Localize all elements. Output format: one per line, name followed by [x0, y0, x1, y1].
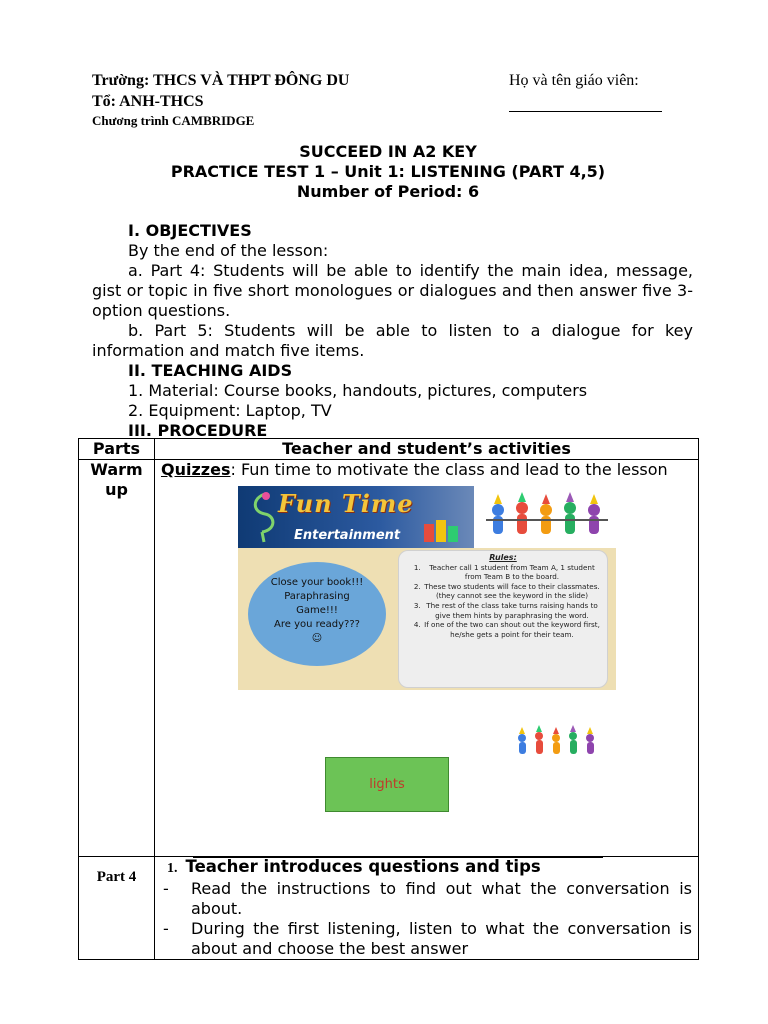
oval-line: Game!!! — [296, 605, 338, 616]
fun-time-slide — [238, 486, 616, 690]
part-4-tip: During the first listening, listen to what the conversation is about and choose the best answer — [191, 919, 692, 958]
part-4 — [79, 857, 155, 960]
keyword-text: lights — [369, 777, 405, 792]
banner-title: Fun Time — [278, 489, 414, 518]
school-name: Trường: THCS VÀ THPT ĐÔNG DU — [92, 72, 350, 89]
party-people-icon — [482, 490, 614, 546]
procedure-heading: III. PROCEDURE — [128, 421, 268, 440]
table-header-row — [79, 439, 699, 460]
rule-item: 2. These two students will face to their classmates. (they cannot see the keyword in the slide) — [423, 582, 601, 601]
gift-boxes-icon — [424, 520, 460, 542]
program-name: Chương trình CAMBRIDGE — [92, 113, 255, 128]
objective-b: b. Part 5: Students will be able to listen to a dialogue for key information and match five items. — [92, 321, 693, 360]
quiz-text: : Fun time to motivate the class and lead to the lesson — [230, 460, 668, 479]
part-4-tip: Read the instructions to find out what the conversation is about. — [191, 879, 692, 918]
oval-line: Are you ready??? — [274, 619, 360, 630]
rule-item: 1. Teacher call 1 student from Team A, 1 student from Team B to the board. — [423, 563, 601, 582]
period-count: Number of Period: 6 — [296, 182, 480, 201]
oval-line: Paraphrasing — [284, 591, 350, 602]
game-callout-oval — [248, 562, 386, 666]
keyword-card — [325, 757, 449, 812]
objective-a: a. Part 4: Students will be able to identify the main idea, message, gist or topic in five short monologues or dialogues and then answer five 3-option questions. — [92, 261, 693, 320]
slide-banner — [238, 486, 616, 548]
part-4-heading-text: Teacher introduces questions and tips — [185, 857, 541, 876]
part-4-number: 1. — [167, 861, 178, 876]
teaching-aids-equipment: 2. Equipment: Laptop, TV — [128, 401, 332, 420]
teaching-aids-material: 1. Material: Course books, handouts, pictures, computers — [128, 381, 588, 400]
teacher-name-label: Họ và tên giáo viên: — [509, 72, 639, 89]
lesson-title: PRACTICE TEST 1 – Unit 1: LISTENING (PART 4,5) — [170, 162, 606, 181]
divider-line — [193, 857, 603, 858]
school-header — [92, 70, 492, 130]
teaching-aids-heading: II. TEACHING AIDS — [128, 361, 293, 380]
procedure-table — [78, 438, 699, 960]
smiley-icon: ☺ — [311, 633, 323, 644]
department-name: Tổ: ANH-THCS — [92, 93, 204, 110]
swirl-decoration-icon — [248, 490, 282, 544]
col-header-parts: Parts — [79, 439, 155, 460]
objectives-heading: I. OBJECTIVES — [128, 221, 252, 240]
col-header-activities: Teacher and student’s activities — [155, 439, 699, 460]
part-warmup — [79, 460, 155, 857]
oval-line: Close your book!!! — [270, 577, 364, 588]
small-party-people-icon — [512, 722, 600, 760]
teacher-name-blank — [509, 97, 662, 112]
course-title: SUCCEED IN A2 KEY — [299, 142, 477, 161]
rules-list — [399, 563, 607, 640]
lesson-titles — [78, 142, 698, 202]
part-4-heading — [167, 857, 692, 879]
objectives-section — [92, 221, 693, 441]
part-4-activities — [155, 857, 699, 960]
banner-subtitle: Entertainment — [294, 528, 401, 543]
quiz-description — [161, 460, 692, 480]
part-4-label: Part 4 — [96, 869, 137, 885]
rule-item: 3. The rest of the class take turns raising hands to give them hints by paraphrasing the word. — [423, 601, 601, 620]
rules-box — [398, 550, 608, 688]
quiz-label: Quizzes — [161, 460, 231, 479]
objectives-intro: By the end of the lesson: — [128, 241, 329, 260]
table-row — [79, 857, 699, 960]
list-item: - During the first listening, listen to what the conversation is about and choose the best answer — [163, 919, 692, 958]
rule-item: 4. If one of the two can shout out the keyword first, he/she gets a point for their team. — [423, 620, 601, 639]
list-item: - Read the instructions to find out what the conversation is about. — [163, 879, 692, 918]
teacher-name-block — [509, 70, 689, 112]
rules-title: Rules: — [489, 553, 517, 562]
part-warmup-label: Warm up — [90, 460, 143, 499]
